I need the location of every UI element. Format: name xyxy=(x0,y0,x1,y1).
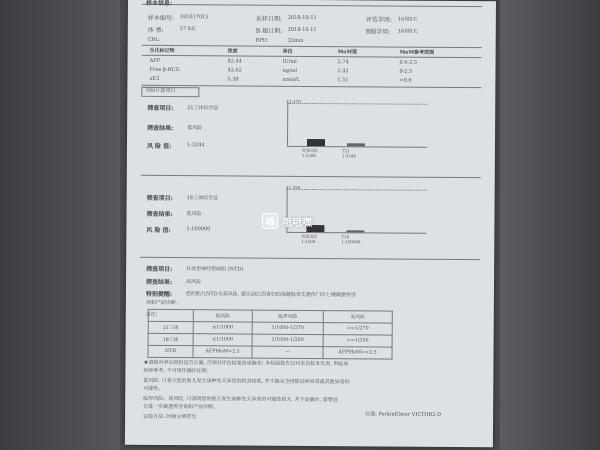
chart-category-label: T21 xyxy=(341,148,350,154)
marker-cell: 1.51 xyxy=(337,77,349,84)
bscan-date-label: B 超日期: xyxy=(255,27,283,35)
crl-label: CRL: xyxy=(147,36,161,43)
chart-category-label: 背景风险 xyxy=(301,233,318,240)
screen2-risk-value: 1:100000 xyxy=(186,226,211,233)
marker-cell: Free β-HCG xyxy=(149,66,180,74)
marker-cell: IU/ml xyxy=(282,58,297,65)
watermark-logo-icon: 哦 xyxy=(262,213,278,229)
chart-bar xyxy=(347,143,365,146)
table-cell: 18三体 xyxy=(148,333,193,345)
marker-cell: >0.6 xyxy=(399,77,412,84)
risk-section-title: 风险计算项目 xyxy=(145,87,176,95)
collect-date-value: 2018-10-11 xyxy=(287,14,317,22)
watermark xyxy=(262,213,312,229)
preg-week-value: 16周0天 xyxy=(397,28,418,35)
table-cell: AFPMoM<2.5 xyxy=(193,346,252,358)
chart-y-label: 1:350 xyxy=(288,184,301,190)
t21-risk-chart xyxy=(287,100,427,157)
method-text: 实验方法: 时间分辨荧光 xyxy=(143,413,197,421)
screen1-risk-label: 风 险 值: xyxy=(146,142,172,151)
chart-y-label: 1:270 xyxy=(289,98,301,104)
note-line: 可能性。 xyxy=(143,385,164,392)
background-left xyxy=(0,0,120,450)
screen1-result-label: 筛查结果: xyxy=(147,124,174,133)
screen2-result-value: 低风险 xyxy=(186,211,202,218)
screen1-item-value: 21三体综合征 xyxy=(187,105,219,112)
chart-threshold-line xyxy=(287,103,427,105)
chart-category-label: 1:100000 xyxy=(341,239,361,245)
marker-cell: 82.44 xyxy=(227,58,242,65)
instrument-text: 仪器: PerkinElmer VICTOR2-D xyxy=(365,411,442,418)
table-header: 低风险 xyxy=(193,310,252,322)
table-header: 高风险 xyxy=(323,311,392,323)
table-cell: >=1/270 xyxy=(323,323,392,335)
marker-header-name: 生化标记物 xyxy=(149,47,175,55)
note-line: 行进一步做遗传咨询和产前诊断。 xyxy=(143,403,219,411)
table-cell: 1/1000-1/270 xyxy=(252,322,323,334)
screen2-item-label: 筛查项目: xyxy=(146,194,173,203)
bpd-label: BPD: xyxy=(255,37,269,44)
chart-bar xyxy=(346,230,364,232)
table-header xyxy=(145,309,193,321)
table-cell: 21三体 xyxy=(148,321,193,333)
ntd-result-label: 筛查结果: xyxy=(146,278,173,287)
marker-cell: 5.38 xyxy=(227,76,239,83)
sample-id-label: 样本编号: xyxy=(147,14,174,23)
ga-label: 评估孕周: xyxy=(365,16,392,24)
marker-cell: ng/ml xyxy=(282,67,297,74)
chart-category-label: 1:3244 xyxy=(341,153,357,159)
ga-value: 16周0天 xyxy=(397,16,418,23)
ntd-item-label: 筛查项目: xyxy=(146,265,173,274)
marker-header-unit: 单位 xyxy=(282,48,293,55)
chart-threshold-line xyxy=(287,189,427,191)
ntd-result-value: 高风险 xyxy=(186,279,202,286)
table-cell: --- xyxy=(252,346,323,358)
background-right xyxy=(500,0,600,450)
chart-category-label: 1:1500 xyxy=(301,238,316,245)
table-cell: AFPMoM>=2.5 xyxy=(323,347,392,359)
ntd-item-value: 开放型神经管缺陷 (NTD) xyxy=(186,266,244,273)
sample-heading: 样本信息: xyxy=(145,0,173,8)
chart-category-label: T18 xyxy=(341,234,350,240)
screen1-risk-value: 1:3244 xyxy=(186,142,205,149)
table-cell: ≤1/1000 xyxy=(193,322,252,334)
note-line: 医师参考, 不可用作确诊证明。 xyxy=(143,367,212,375)
screen2-item-value: 18三体综合征 xyxy=(186,195,219,202)
screen1-result-value: 低风险 xyxy=(187,125,203,132)
marker-cell: 43.62 xyxy=(227,67,242,74)
watermark-text: 哦哦嘿 xyxy=(282,217,312,229)
screen1-item-label: 筛查项目: xyxy=(147,104,174,113)
marker-cell: 0-2.5 xyxy=(399,68,413,75)
table-row xyxy=(148,345,392,359)
table-cell: ≤1/1000 xyxy=(193,334,252,346)
chart-bar xyxy=(307,139,325,146)
screen2-risk-label: 风 险 值: xyxy=(146,226,171,235)
marker-header-conc: 浓度 xyxy=(227,48,238,55)
table-header: 临界风险 xyxy=(252,310,323,322)
ntd-note-value-2: 询和产前诊断。 xyxy=(145,299,181,307)
weight-label: 体 重: xyxy=(147,26,164,34)
chart-y-axis xyxy=(287,100,288,146)
chart-category-label: 背景风险 xyxy=(301,147,318,154)
risk-threshold-table xyxy=(147,309,392,360)
marker-cell: 0.6-2.5 xyxy=(399,59,418,66)
marker-cell: 2.74 xyxy=(337,59,349,66)
table-cell: 1/1000-1/350 xyxy=(252,334,323,346)
note-line: ★请核对孕妇资料是否正确, 否则对评估结果造成偏差! 本检验报告仅对本次标本负责, 供临床 xyxy=(143,359,349,368)
marker-cell: uE3 xyxy=(149,75,160,82)
bpd-value: 33mm xyxy=(287,37,304,44)
marker-cell: 2.42 xyxy=(337,68,349,75)
note-line: 临界风险、高风险, 只表明您的胎儿发生该种先天异常的可能性较大, 并不是确诊, 需要进 xyxy=(143,395,338,404)
bscan-date-value: 2018-10-11 xyxy=(287,26,317,34)
table-cell: >=1/350 xyxy=(323,335,392,347)
table-cell: NTD xyxy=(148,345,193,357)
preg-week-label: B超孕周: xyxy=(365,28,391,36)
marker-cell: nmol/L xyxy=(282,76,301,83)
marker-cell: AFP xyxy=(149,57,161,64)
sample-id-value: 181017015 xyxy=(179,14,209,21)
marker-header-mom: MoM值 xyxy=(337,49,358,56)
weight-value: 57 KG xyxy=(179,26,196,33)
collect-date-label: 采样日期: xyxy=(255,15,282,23)
marker-header-range: MoM参考范围 xyxy=(399,49,435,56)
chart-category-label: 1:1500 xyxy=(301,152,317,159)
note-line: 低风险, 只表示您的胎儿发生该种先天异常的机会较低, 并不能完全排除这种异常或其他异常的 xyxy=(143,377,350,386)
ntd-note-value: 您的胎儿NTD为高风险, 建议到江西省妇幼保健院优生遗传门诊七楼做遗传咨 xyxy=(185,291,356,299)
table-label: 备注: xyxy=(145,311,158,318)
screen2-result-label: 筛查结果: xyxy=(146,210,173,219)
ntd-note-label: 特别提醒: xyxy=(145,290,173,299)
